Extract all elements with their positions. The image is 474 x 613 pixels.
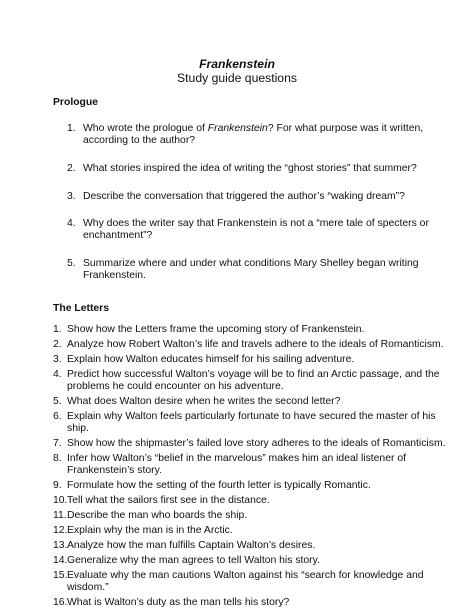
question-text: Infer how Walton’s “belief in the marvelous” makes him an ideal listener of <box>67 452 407 464</box>
question-text-continued: enchantment”? <box>83 230 153 242</box>
question-number: 9. <box>53 480 62 492</box>
question-number: 11. <box>53 509 67 521</box>
question-number: 3. <box>67 191 76 202</box>
question-number: 5. <box>53 395 62 407</box>
question-number: 10. <box>53 495 68 506</box>
question-text: Explain how Walton educates himself for his sailing adventure. <box>67 353 355 365</box>
question-text: What does Walton desire when he writes the second letter? <box>67 395 341 407</box>
question-number: 3. <box>53 353 62 365</box>
question-text: What is Walton’s duty as the man tells his story? <box>67 596 290 608</box>
question-number: 15. <box>53 569 68 581</box>
question-text: Generalize why the man agrees to tell Walton his story. <box>67 554 320 566</box>
question-text: Show how the shipmaster’s failed love story adheres to the ideals of Romanticism. <box>67 438 446 449</box>
question-text-continued: problems he could encounter on his adventure. <box>67 380 284 392</box>
question-text: What stories inspired the idea of writing the “ghost stories” that summer? <box>83 163 417 174</box>
question-number: 5. <box>67 258 76 269</box>
question-text: Formulate how the setting of the fourth letter is typically Romantic. <box>67 480 371 492</box>
question-text: Explain why the man is in the Arctic. <box>67 524 233 536</box>
question-text: Why does the writer say that Frankenstein is not a “mere tale of specters or <box>83 218 429 229</box>
question-text: Analyze how the man fulfills Captain Walton’s desires. <box>67 539 316 551</box>
section-heading-letters: The Letters <box>53 303 110 314</box>
question-text: Describe the man who boards the ship. <box>67 509 248 521</box>
question-number: 13. <box>53 539 68 551</box>
question-number: 8. <box>53 452 62 464</box>
book-title-emphasis: Frankenstein <box>207 123 268 134</box>
section-heading-prologue: Prologue <box>53 97 99 108</box>
question-number: 4. <box>67 218 76 229</box>
question-text: Analyze how Robert Walton’s life and travels adhere to the ideals of Romanticism. <box>67 338 444 350</box>
question-number: 1. <box>53 324 62 335</box>
question-text-continued: wisdom.” <box>67 581 109 593</box>
question-number: 16. <box>53 596 68 608</box>
question-text: Tell what the sailors first see in the distance. <box>67 495 270 506</box>
question-text: Describe the conversation that triggered the author’s “waking dream”? <box>83 191 405 202</box>
question-number: 2. <box>53 338 62 350</box>
question-text: Who wrote the prologue of <box>83 123 208 134</box>
question-number: 4. <box>53 368 62 380</box>
question-text-continued: according to the author? <box>83 135 196 147</box>
question-number: 14. <box>53 554 68 566</box>
question-text: Explain why Walton feels particularly fortunate to have secured the master of his <box>67 410 436 422</box>
question-number: 2. <box>67 163 76 174</box>
question-text: Summarize where and under what conditions Mary Shelley began writing <box>83 258 419 269</box>
question-number: 6. <box>53 410 62 422</box>
question-text-continued: Frankenstein’s story. <box>67 465 162 477</box>
question-text: ? For what purpose was it written, <box>267 123 424 134</box>
question-number: 1. <box>67 123 76 134</box>
question-number: 12. <box>53 524 68 536</box>
question-text-continued: Frankenstein. <box>83 270 146 282</box>
question-text: Predict how successful Walton’s voyage will be to find an Arctic passage, and the <box>67 368 440 380</box>
question-text: Evaluate why the man cautions Walton against his “search for knowledge and <box>67 569 424 581</box>
question-text: Show how the Letters frame the upcoming story of Frankenstein. <box>67 324 365 335</box>
question-number: 7. <box>53 438 62 449</box>
question-text-continued: ship. <box>67 423 89 435</box>
document-title: Frankenstein <box>199 57 275 71</box>
document-subtitle: Study guide questions <box>177 71 297 85</box>
